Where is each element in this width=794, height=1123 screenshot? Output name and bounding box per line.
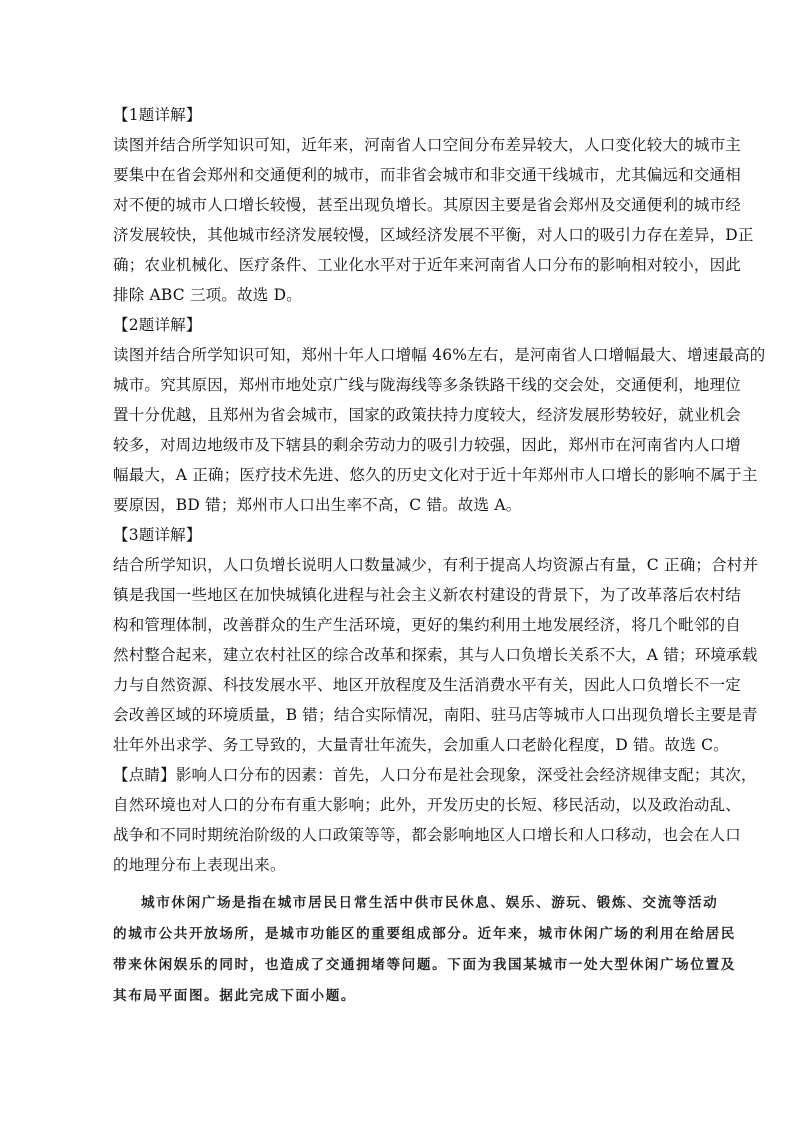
text-line: 其布局平面图。据此完成下面小题。	[113, 988, 357, 1004]
text-line: 力与自然资源、科技发展水平、地区开放程度及生活消费水平有关，因此人口负增长不一定	[113, 676, 742, 694]
text-line: 幅最大，A 正确；医疗技术先进、悠久的历史文化对于近十年郑州市人口增长的影响不属于主	[113, 466, 758, 484]
answer-section-3	[113, 520, 759, 760]
text-line: 城市休闲广场是指在城市居民日常生活中供市民休息、娱乐、游玩、锻炼、交流等活动	[141, 895, 719, 911]
text-line: 然村整合起来，建立农村社区的综合改革和探索，其与人口负增长关系不大，A 错；环境承载	[113, 646, 758, 664]
text-line: 要集中在省会郑州和交通便利的城市，而非省会城市和非交通干线城市，尤其偏远和交通相	[113, 166, 742, 184]
text-line: 镇是我国一些地区在加快城镇化进程与社会主义新农村建设的背景下，为了改革落后农村结	[113, 586, 742, 604]
text-line: 较多，对周边地级市及下辖县的剩余劳动力的吸引力较强，因此，郑州市在河南省内人口增	[113, 436, 742, 454]
text-line: 置十分优越，且郑州为省会城市，国家的政策扶持力度较大，经济发展形势较好，就业机会	[113, 406, 742, 424]
text-line: 的地理分布上表现出来。	[113, 856, 286, 874]
section-heading: 【2题详解】	[113, 316, 202, 334]
text-line: 读图并结合所学知识可知，郑州十年人口增幅 46%左右，是河南省人口增幅最大、增速最高的	[113, 346, 766, 364]
section-heading: 【3题详解】	[113, 526, 202, 544]
question-intro	[113, 888, 736, 1012]
document-body	[113, 100, 766, 1012]
text-line: 带来休闲娱乐的同时，也造成了交通拥堵等问题。下面为我国某城市一处大型休闲广场位置及	[113, 957, 736, 973]
text-line: 结合所学知识，人口负增长说明人口数量减少，有利于提高人均资源占有量，C 正确；合村并	[113, 556, 759, 574]
text-line: 读图并结合所学知识可知，近年来，河南省人口空间分布差异较大，人口变化较大的城市主	[113, 136, 742, 154]
text-line: 城市。究其原因，郑州市地处京广线与陇海线等多条铁路干线的交会处，交通便利，地理位	[113, 376, 742, 394]
answer-section-2	[113, 310, 766, 520]
text-line: 自然环境也对人口的分布有重大影响；此外，开发历史的长短、移民活动，以及政治动乱、	[113, 796, 742, 814]
text-line: 排除 ABC 三项。故选 D。	[113, 286, 302, 304]
text-line: 对不便的城市人口增长较慢，甚至出现负增长。其原因主要是省会郑州及交通便利的城市经	[113, 196, 742, 214]
key-point-section	[113, 760, 757, 880]
text-line: 构和管理体制，改善群众的生产生活环境，更好的集约利用土地发展经济，将几个毗邻的自	[113, 616, 742, 634]
text-line: 确；农业机械化、医疗条件、工业化水平对于近年来河南省人口分布的影响相对较小，因此	[113, 256, 742, 274]
text-line: 壮年外出求学、务工导致的，大量青壮年流失，会加重人口老龄化程度，D 错。故选 C。	[113, 736, 729, 754]
answer-section-1	[113, 100, 754, 310]
text-line: 的城市公共开放场所，是城市功能区的重要组成部分。近年来，城市休闲广场的利用在给居民	[113, 926, 736, 942]
text-line: 会改善区域的环境质量，B 错；结合实际情况，南阳、驻马店等城市人口出现负增长主要是青	[113, 706, 758, 724]
text-line: 济发展较快，其他城市经济发展较慢，区域经济发展不平衡，对人口的吸引力存在差异，D正	[113, 226, 754, 244]
text-line: 要原因，BD 错；郑州市人口出生率不高，C 错。故选 A。	[113, 496, 522, 514]
text-line: 【点睛】影响人口分布的因素：首先，人口分布是社会现象，深受社会经济规律支配；其次，	[113, 766, 757, 784]
text-line: 战争和不同时期统治阶级的人口政策等等，都会影响地区人口增长和人口移动，也会在人口	[113, 826, 742, 844]
section-heading: 【1题详解】	[113, 106, 202, 124]
